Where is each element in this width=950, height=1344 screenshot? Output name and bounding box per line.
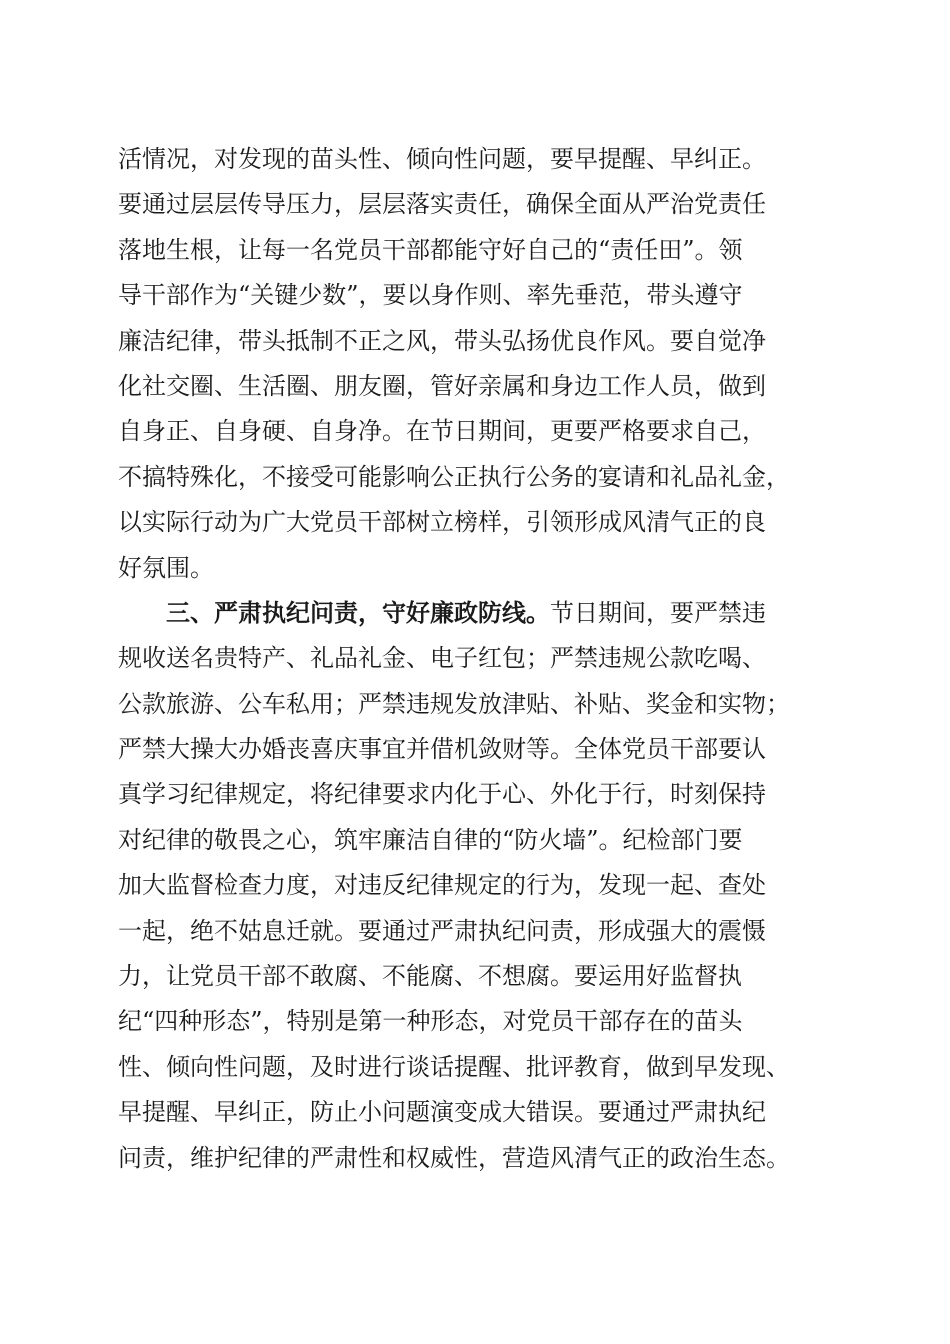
text-line: 以实际行动为广大党员干部树立榜样，引领形成风清气正的良 (118, 508, 766, 537)
text-line: 要通过层层传导压力，层层落实责任，确保全面从严治党责任 (118, 190, 766, 219)
text-line: 加大监督检查力度，对违反纪律规定的行为，发现一起、查处 (118, 871, 766, 900)
section-3-first-line (118, 591, 848, 636)
text-line: 规收送名贵特产、礼品礼金、电子红包；严禁违规公款吃喝、 (118, 644, 766, 673)
section-3-first-line-text: 节日期间，要严禁违 (550, 598, 766, 627)
text-line: 纪“四种形态”，特别是第一种形态，对党员干部存在的苗头 (118, 1007, 743, 1036)
section-3-heading: 三、严肃执纪问责，守好廉政防线。 (166, 598, 550, 627)
text-line: 力，让党员干部不敢腐、不能腐、不想腐。要运用好监督执 (118, 962, 742, 991)
text-line: 自身正、自身硬、自身净。在节日期间，更要严格要求自己， (118, 417, 766, 446)
text-line: 问责，维护纪律的严肃性和权威性，营造风清气正的政治生态。 (118, 1143, 790, 1172)
paragraph-1 (118, 137, 848, 591)
text-line: 好氛围。 (118, 553, 214, 582)
text-line: 落地生根，让每一名党员干部都能守好自己的“责任田”。领 (118, 235, 743, 264)
text-line: 活情况，对发现的苗头性、倾向性问题，要早提醒、早纠正。 (118, 145, 766, 173)
text-line: 早提醒、早纠正，防止小问题演变成大错误。要通过严肃执纪 (118, 1098, 766, 1127)
text-line: 一起，绝不姑息迁就。要通过严肃执纪问责，形成强大的震慑 (118, 916, 766, 945)
text-line: 不搞特殊化，不接受可能影响公正执行公务的宴请和礼品礼金， (118, 462, 790, 491)
text-line: 廉洁纪律，带头抵制不正之风，带头弘扬优良作风。要自觉净 (118, 326, 766, 355)
text-line: 真学习纪律规定，将纪律要求内化于心、外化于行，时刻保持 (118, 780, 766, 809)
text-line: 性、倾向性问题，及时进行谈话提醒、批评教育，做到早发现、 (118, 1052, 790, 1081)
text-line: 导干部作为“关键少数”，要以身作则、率先垂范，带头遵守 (118, 281, 743, 310)
text-line: 对纪律的敬畏之心，筑牢廉洁自律的“防火墙”。纪检部门要 (118, 825, 743, 854)
text-line: 公款旅游、公车私用；严禁违规发放津贴、补贴、奖金和实物； (118, 689, 790, 718)
document-body (118, 137, 848, 1181)
text-line: 严禁大操大办婚丧喜庆事宜并借机敛财等。全体党员干部要认 (118, 735, 766, 764)
text-line: 化社交圈、生活圈、朋友圈，管好亲属和身边工作人员，做到 (118, 371, 766, 400)
section-3 (118, 591, 848, 1181)
